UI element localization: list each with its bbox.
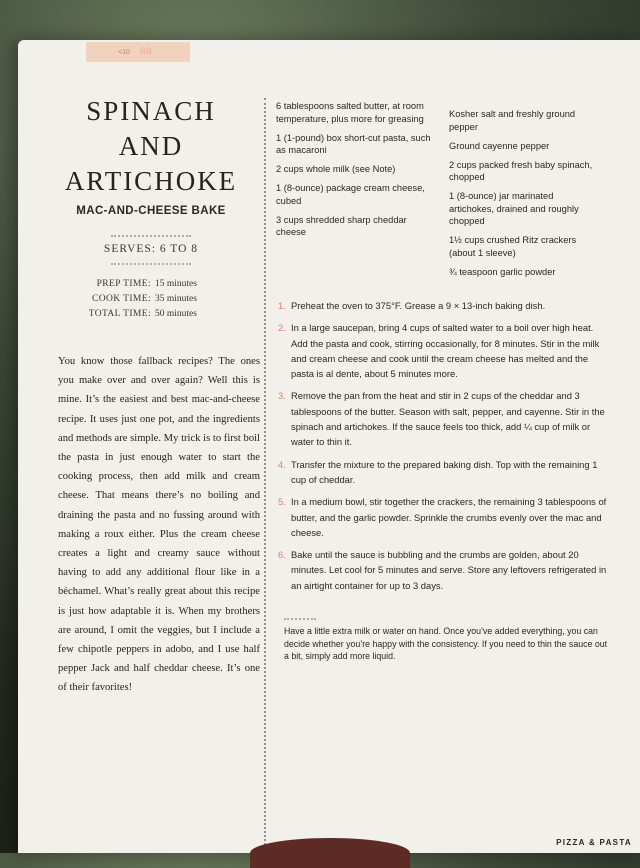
step-text: Transfer the mixture to the prepared baking dish. Top with the remaining 1 cup of cheddar. <box>291 458 598 485</box>
ingredient-item: Ground cayenne pepper <box>449 140 550 151</box>
thumb-holding-page <box>250 838 410 868</box>
step-item <box>278 494 608 540</box>
step-number: 4. <box>278 458 286 470</box>
prep-time-label: PREP TIME: <box>96 279 151 289</box>
ingredients-column-1 <box>276 100 436 245</box>
recipe-header <box>56 94 246 322</box>
ingredients-column-2 <box>449 108 599 285</box>
dotted-divider <box>284 618 316 620</box>
step-text: In a medium bowl, stir together the crackers, the remaining 3 tablespoons of butter, and the garlic powder. Sprinkle the crumbs evenly over the mac and cheese. <box>291 496 607 538</box>
section-footer: PIZZA & PASTA <box>556 838 632 847</box>
cook-time-label: COOK TIME: <box>92 294 151 304</box>
step-item <box>278 457 608 488</box>
step-item <box>278 320 608 381</box>
recipe-subtitle: MAC-AND-CHEESE BAKE <box>76 205 226 217</box>
step-number: 3. <box>278 390 286 402</box>
title-line-1: SPINACH <box>86 96 216 126</box>
ingredient-item: 1 (8-ounce) package cream cheese, cubed <box>276 183 425 206</box>
cook-time-value: 35 minutes <box>155 294 197 304</box>
step-text: In a large saucepan, bring 4 cups of salted water to a boil over high heat. Add the pasta and cook, stirring occasionally, for 8 minutes. Stir in the milk and cream cheese and cook until the cream cheese has melted and the pasta is al dente, about 5 minutes more. <box>291 322 600 380</box>
page-tab <box>86 42 190 62</box>
ingredient-item: Kosher salt and freshly ground pepper <box>449 109 576 132</box>
serves-label: SERVES: 6 TO 8 <box>103 243 199 255</box>
recipe-note: Have a little extra milk or water on hand. Once you’ve added everything, you can decide whether you’re happy with the consistency. If you need to thin the sauce out a bit, simply add more liquid. <box>284 626 608 661</box>
prep-time-row <box>56 277 246 292</box>
step-number: 1. <box>278 300 286 311</box>
tab-number: <10 <box>118 49 130 56</box>
tab-marker: BB <box>139 46 152 56</box>
ingredient-item: 2 cups whole milk (see Note) <box>276 164 396 174</box>
column-divider <box>264 98 266 853</box>
step-text: Bake until the sauce is bubbling and the crumbs are golden, about 20 minutes. Let cool for 5 minutes and serve. Store any leftovers refrigerated in an airtight container for up to 3 days. <box>291 549 607 591</box>
ingredient-item: 2 cups packed fresh baby spinach, chopped <box>449 159 593 182</box>
recipe-title <box>56 94 246 199</box>
step-item <box>278 388 608 449</box>
dotted-divider <box>111 235 191 237</box>
method-steps <box>278 298 608 600</box>
total-time-label: TOTAL TIME: <box>88 309 151 319</box>
step-item <box>278 547 608 593</box>
step-number: 5. <box>278 496 286 508</box>
prep-time-value: 15 minutes <box>155 279 197 289</box>
step-number: 2. <box>278 322 286 334</box>
step-item <box>278 298 608 313</box>
ingredient-item: ¾ teaspoon garlic powder <box>449 266 556 277</box>
book-page <box>18 40 640 853</box>
cook-time-row <box>56 292 246 307</box>
step-number: 6. <box>278 549 286 561</box>
step-text: Remove the pan from the heat and stir in 2 cups of the cheddar and 3 tablespoons of the butter. Season with salt, pepper, and cayenne. Stir in the spinach and artichokes. If the sauce feels too thick, add ¼ cup of milk or water to thin it. <box>291 390 605 448</box>
dotted-divider <box>111 263 191 265</box>
ingredient-item: 3 cups shredded sharp cheddar cheese <box>276 214 407 237</box>
ingredient-item: 1 (1-pound) box short-cut pasta, such as macaroni <box>276 132 431 155</box>
intro-paragraph: You know those fallback recipes? The ones you make over and over again? Well this is mine. It’s the easiest and best mac-and-cheese recipe. It uses just one pot, and the ingredients and methods are simple. My trick is to first boil the pasta in just enough water to start the cooking process, then add milk and cream cheese. That means there’s no boiling and draining the pasta and no fussing around with making a roux either. Plus the cream cheese creates a light and creamy sauce without having to add any additional flour like in a béchamel. What’s really great about this recipe is just how adaptable it is. When my brothers are around, I omit the veggies, but I include a few chipotle peppers in adobo, and I use half pepper Jack and half cheddar cheese. It’s one of their favorites! <box>58 356 260 694</box>
step-text: Preheat the oven to 375°F. Grease a 9 × 13-inch baking dish. <box>291 300 546 311</box>
ingredient-item: 1 (8-ounce) jar marinated artichokes, drained and roughly chopped <box>449 191 579 226</box>
time-list <box>56 277 246 322</box>
ingredient-item: 6 tablespoons salted butter, at room temperature, plus more for greasing <box>276 101 424 124</box>
ingredient-item: 1½ cups crushed Ritz crackers (about 1 sleeve) <box>449 235 577 258</box>
total-time-value: 50 minutes <box>155 309 197 319</box>
total-time-row <box>56 307 246 322</box>
title-line-2: AND <box>118 131 184 161</box>
title-line-3: ARTICHOKE <box>64 166 238 196</box>
